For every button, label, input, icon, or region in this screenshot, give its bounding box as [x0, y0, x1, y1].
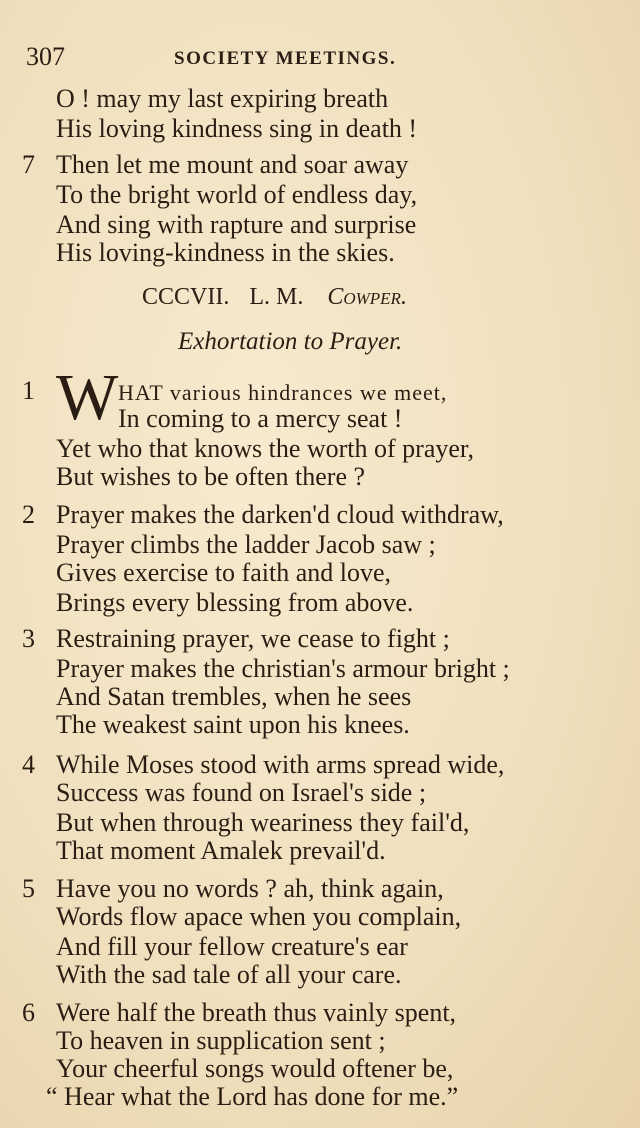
stanza6-line-4: “ Hear what the Lord has done for me.”	[46, 1082, 459, 1111]
stanza4-line-2: Success was found on Israel's side ;	[56, 778, 427, 807]
stanza5-line-1: Have you no words ? ah, think again,	[56, 874, 444, 903]
stanza1-line-2: In coming to a mercy seat !	[118, 404, 403, 433]
prev-stanza7-line-4: His loving-kindness in the skies.	[56, 238, 395, 267]
stanza4-line-4: That moment Amalek prevail'd.	[56, 836, 386, 865]
stanza5-line-3: And fill your fellow creature's ear	[56, 932, 408, 961]
prev-stanza6-line-2: His loving kindness sing in death !	[56, 114, 418, 143]
hymn-title: Exhortation to Prayer.	[178, 328, 403, 355]
stanza1-number: 1	[22, 376, 35, 405]
stanza4-line-3: But when through weariness they fail'd,	[56, 808, 470, 837]
stanza2-line-3: Gives exercise to faith and love,	[56, 558, 391, 587]
stanza4-number: 4	[22, 750, 35, 779]
stanza6-line-2: To heaven in supplication sent ;	[56, 1026, 386, 1055]
stanza1-line-4: But wishes to be often there ?	[56, 462, 366, 491]
hymn-number: CCCVII.	[142, 284, 230, 310]
prev-stanza6-line-1: O ! may my last expiring breath	[56, 84, 389, 113]
stanza3-line-2: Prayer makes the christian's armour bright ;	[56, 654, 510, 683]
hymn-meter: L. M.	[249, 284, 304, 310]
running-head: SOCIETY MEETINGS.	[174, 48, 397, 69]
page-number: 307	[26, 42, 65, 71]
stanza4-line-1: While Moses stood with arms spread wide,	[56, 750, 505, 779]
prev-stanza7-line-1: Then let me mount and soar away	[56, 150, 409, 179]
stanza2-line-2: Prayer climbs the ladder Jacob saw ;	[56, 530, 436, 559]
stanza3-line-4: The weakest saint upon his knees.	[56, 710, 410, 739]
stanza6-line-3: Your cheerful songs would oftener be,	[56, 1054, 454, 1083]
stanza1-line-3: Yet who that knows the worth of prayer,	[56, 434, 475, 463]
stanza3-number: 3	[22, 624, 35, 653]
stanza5-line-4: With the sad tale of all your care.	[56, 960, 402, 989]
prev-stanza7-number: 7	[22, 150, 35, 179]
prev-stanza7-line-3: And sing with rapture and surprise	[56, 210, 417, 239]
stanza2-number: 2	[22, 500, 35, 529]
hymn-author: Cowper.	[327, 284, 407, 310]
stanza5-number: 5	[22, 874, 35, 903]
stanza3-line-3: And Satan trembles, when he sees	[56, 682, 412, 711]
page-header	[26, 40, 616, 74]
stanza6-line-1: Were half the breath thus vainly spent,	[56, 998, 457, 1027]
prev-stanza7-line-2: To the bright world of endless day,	[56, 180, 418, 209]
hymn-heading	[142, 282, 407, 312]
stanza6-number: 6	[22, 998, 35, 1027]
stanza1-line-1: HAT various hindrances we meet,	[118, 380, 448, 405]
stanza1-dropcap: W	[56, 361, 117, 434]
stanza2-line-1: Prayer makes the darken'd cloud withdraw,	[56, 500, 504, 529]
stanza5-line-2: Words flow apace when you complain,	[56, 902, 462, 931]
stanza3-line-1: Restraining prayer, we cease to fight ;	[56, 624, 450, 653]
stanza2-line-4: Brings every blessing from above.	[56, 588, 414, 617]
